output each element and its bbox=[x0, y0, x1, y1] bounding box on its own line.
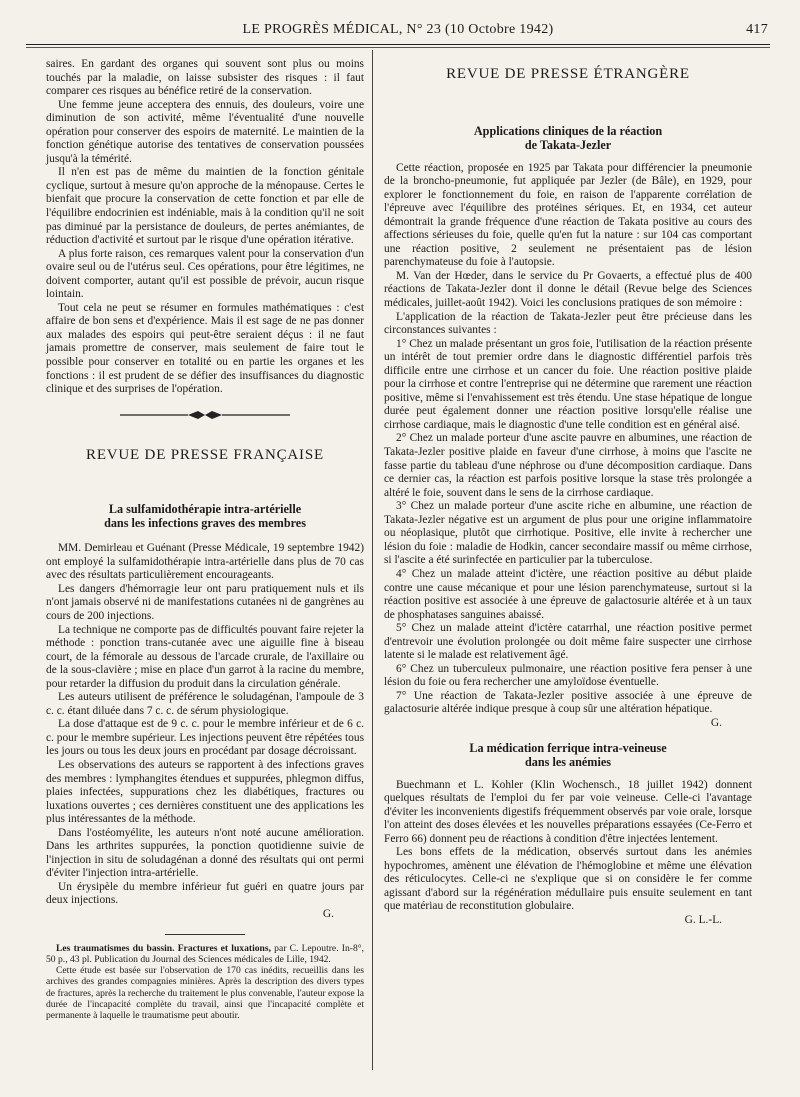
paragraph: 4° Chez un malade atteint d'ictère, une réaction positive au début plaide contre une cause mécanique et pour une lésion parenchymateuse, surtout si la réaction positive est associée à une épreuve de galactosurie altérée et à un taux de phosphatases sanguines abaissé. bbox=[384, 567, 752, 621]
paragraph: Buechmann et L. Kohler (Klin Wochensch., 18 juillet 1942) donnent quelques résultats de l'emploi du fer par voie veineuse. Celle-ci l'avantage d'éviter les inconvenients digestifs fréquemment observés par voie orale, lorsque l'on atteint des doses élevées et les nouvelles préparations essayées (Ce-Ferro et Ferro 66) donnent peu de réactions à condition d'être injectées lentement. bbox=[384, 778, 752, 845]
bibliography-body: Cette étude est basée sur l'observation de 170 cas inédits, recueillis dans les archives des grandes compagnies minières. Après la description des divers types de fractures, après la recherche du traitement le plus convenable, l'auteur expose la durée de l'incapacité complète du travail, ainsi que l'incapacité complète et permanente à laquelle le traumatisme peut aboutir. bbox=[46, 965, 364, 1022]
paragraph: Les observations des auteurs se rapportent à des infections graves des membres : lymphangites étendues et suppurées, phlegmon diffus, plaies infectées, suppurations chez les diabétiques, fractures ou luxations ouvertes ; ces dernières constituent une des applications les plus intéressantes de la méthode. bbox=[46, 758, 364, 826]
article-title-line: dans les infections graves des membres bbox=[104, 516, 306, 531]
paragraph: Une femme jeune acceptera des ennuis, des douleurs, voire une diminution de son activité, même l'éventualité d'une nouvelle opération pour conserver des espoirs de maternité. Le maintien de la fonction génétique autorise des tentatives de conservation poussées jusqu'à la témérité. bbox=[46, 98, 364, 165]
running-header bbox=[26, 20, 770, 44]
ornament-divider bbox=[120, 409, 290, 421]
right-column bbox=[384, 58, 752, 928]
paragraph: A plus forte raison, ces remarques valent pour la conservation d'un ovaire seul ou de l'utérus seul. Ces opérations, pour être légitimes, ne doivent comporter, autant qu'il est possible de prévoir, aucun risque lointain. bbox=[46, 247, 364, 301]
paragraph: 3° Chez un malade porteur d'une ascite riche en albumine, une réaction de Takata-Jezler négative est un argument de plus pour une origine inflammatoire ou néoplasique, plutôt que cirrhotique. Positive, elle invite à rechercher une lésion du foie : maladie de Hodkin, cancer secondaire massif ou même cirrhose, si l'ascite a été surinfectée en particulier par la tuberculose. bbox=[384, 500, 752, 567]
paragraph: 6° Chez un tuberculeux pulmonaire, une réaction positive fera penser à une lésion du foie ou fera rechercher une amyloïdose éventuelle. bbox=[384, 662, 752, 689]
article-title-line: La médication ferrique intra-veineuse bbox=[469, 740, 667, 755]
bibliography-details: par C. Lepoutre. In-8°, 50 p., 43 pl. Publication du Journal des Sciences médicales de Lille, 1942. bbox=[46, 942, 364, 965]
paragraph: saires. En gardant des organes qui souvent sont plus ou moins touchés par la maladie, on laisse subsister des risques : il faut comparer ces risques au bénéfice retiré de la conservation. bbox=[46, 58, 364, 98]
header-rule-secondary bbox=[26, 47, 770, 48]
section-title-french: REVUE DE PRESSE FRANÇAISE bbox=[86, 446, 324, 463]
paragraph: Cette réaction, proposée en 1925 par Takata pour différencier la pneumonie de la broncho-pneumonie, fut appliquée par Jezler (de Bâle), en 1929, pour explorer le fonctionnement du foie, en raison de l'apparente corrélation de l'épreuve avec l'équilibre des protéines sériques. Et, en 1934, cet auteur démontrait la grande fréquence d'une réaction de Takata positive au cours des affections sérieuses du foie, quelle qu'en fut la nature : sur 104 cas comportant une réaction positive, 2 seulement ne présentaient pas de lésion parenchymateuse du foie à l'autopsie. bbox=[384, 161, 752, 269]
article-signature: G. L.-L. bbox=[684, 913, 722, 926]
article-title-line: dans les anémies bbox=[525, 754, 611, 769]
paragraph: La technique ne comporte pas de difficultés pouvant faire rejeter la méthode : ponction trans-cutanée avec une aiguille fine à biseau court, de la fémorale au dessous de l'arcade crurale, de l'axillaire ou de la sous-clavière ; mise en place d'un garrot à la racine du membre, pour retarder la diffusion du produit dans la circulation générale. bbox=[46, 623, 364, 690]
column-divider bbox=[372, 50, 373, 1070]
paragraph: 5° Chez un malade atteint d'ictère catarrhal, une réaction positive permet d'entrevoir une évolution prolongée ou doit même faire suspecter une cirrhose latente si le malade est relativement âgé. bbox=[384, 622, 752, 662]
paragraph: M. Van der Hœder, dans le service du Pr Govaerts, a effectué plus de 400 réactions de Takata-Jezler dont il donne le détail (Revue belge des Sciences médicales, juillet-août 1942). Voici les conclusions pratiques de son mémoire : bbox=[384, 269, 752, 310]
paragraph: L'application de la réaction de Takata-Jezler peut être précieuse dans les circonstances suivantes : bbox=[384, 310, 752, 337]
bibliography-title: Les traumatismes du bassin. Fractures et luxations, bbox=[56, 942, 271, 954]
paragraph: MM. Demirleau et Guénant (Presse Médicale, 19 septembre 1942) ont employé la sulfamidothérapie intra-artérielle dans plus de 70 cas avec des résultats particulièrement encourageants. bbox=[46, 542, 364, 582]
bibliography-note bbox=[46, 943, 364, 1022]
article-signature: G. bbox=[322, 907, 334, 920]
paragraph: La dose d'attaque est de 9 c. c. pour le membre inférieur et de 6 c. c. pour le membre supérieur. Les injections peuvent être répétées tous les jours ou tous les deux jours en procédant par dosage décroissant. bbox=[46, 718, 364, 758]
left-column bbox=[46, 58, 364, 1022]
paragraph: Les bons effets de la médication, observés surtout dans les anémies hypochromes, amènent une élévation de l'hémoglobine et même une élévation des réticulocytes. Celle-ci ne s'explique que si on considère le fer comme agissant d'abord sur la régénération médullaire puis ensuite seulement en tant que matériau de reconstitution globulaire. bbox=[384, 846, 752, 913]
article-title-line: de Takata-Jezler bbox=[524, 137, 612, 152]
paragraph: Les auteurs utilisent de préférence le soludagénan, l'ampoule de 3 c. c. étant diluée dans 7 c. c. de sérum physiologique. bbox=[46, 691, 364, 717]
paragraph: Les dangers d'hémorragie leur ont paru pratiquement nuls et ils n'ont jamais observé ni de manifestations cutanées ni de gangrènes au cours de 200 injections. bbox=[46, 582, 364, 622]
header-rule bbox=[26, 44, 770, 45]
section-title-foreign: REVUE DE PRESSE ÉTRANGÈRE bbox=[446, 66, 690, 82]
bibliography-entry bbox=[46, 943, 364, 966]
article-title-line: La sulfamidothérapie intra-artérielle bbox=[108, 502, 302, 517]
paragraph: Un érysipèle du membre inférieur fut guéri en quatre jours par deux injections. bbox=[46, 880, 364, 907]
article-title-line: Applications cliniques de la réaction bbox=[473, 123, 663, 138]
paragraph: Dans l'ostéomyélite, les auteurs n'ont noté aucune amélioration. Dans les arthrites suppurées, la ponction quotidienne suivie de l'injection in situ de soludagénan a donné des résultats qui ont permi d'éviter l'injection intra-artérielle. bbox=[46, 826, 364, 880]
paragraph: Tout cela ne peut se résumer en formules mathématiques : c'est affaire de bon sens et d'expérience. Mais il est sage de ne pas donner aux malades des espoirs qui peut-être seraient déçus : il ne faut jamais promettre de conserver, mais seulement de faire tout le possible pour conserver en totalité ou en partie les organes et les fonctions : il est prudent de se défier des insuffisances du diagnostic clinique et des surprises de l'opération. bbox=[46, 301, 364, 396]
article-signature: G. bbox=[710, 716, 722, 729]
paragraph: 1° Chez un malade présentant un gros foie, l'utilisation de la réaction présente un intérêt de tout premier ordre dans le diagnostic différentiel parfois très difficile entre une cirrhose et un cancer du foie. Une réaction positive plaide pour la cirrhose et contre l'entreprise qui ne détermine que rarement une réaction positive, même si l'envahissement est très étendu. Une stase hépatique de longue durée peut également donner une réaction positive lorsqu'elle réalise une cirrhose cardiaque, mais le diagnostic d'une telle condition est en général aisé. bbox=[384, 337, 752, 431]
paragraph: 2° Chez un malade porteur d'une ascite pauvre en albumines, une réaction de Takata-Jezler positive plaide en faveur d'une cirrhose, à moins que l'ascite ne fasse partie du tableau d'une néphrose ou d'une décomposition cardiaque. Dans ce dernier cas, la réaction est parfois positive lorsque la stase très prolongée a altéré le foie, souvent dans le sens de la cirrhose cardiaque. bbox=[384, 432, 752, 499]
paragraph: 7° Une réaction de Takata-Jezler positive associée à une épreuve de galactosurie altérée indique presque à coup sûr une altération hépatique. bbox=[384, 689, 752, 716]
journal-title: LE PROGRÈS MÉDICAL, N° 23 (10 Octobre 1942) bbox=[242, 22, 554, 37]
paragraph: Il n'en est pas de même du maintien de la fonction génitale cyclique, surtout à mesure qu'on approche de la ménopause. Certes le bienfait que procure la conservation de cette fonction et par elle de l'équilibre endocrinien est indéniable, mais à la condition qu'il ne soit pas diminué par la persistance de douleurs, de pertes anémiantes, de réduction d'activité et surtout par le risque d'une opération itérative. bbox=[46, 166, 364, 247]
page-number: 417 bbox=[746, 22, 768, 37]
